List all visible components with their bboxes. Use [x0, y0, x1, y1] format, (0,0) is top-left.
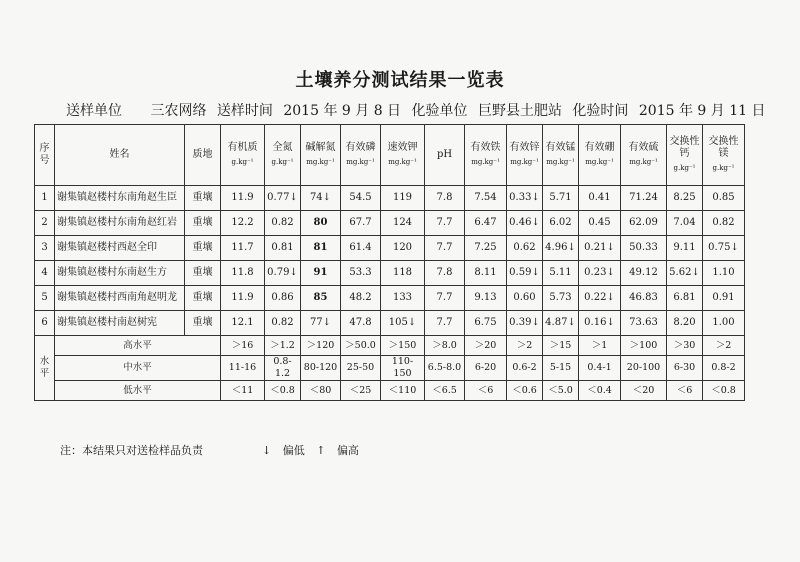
col-s-unit: mg.kg⁻¹ [629, 158, 658, 166]
cell-ph: 7.7 [425, 236, 465, 261]
levels-body [35, 336, 745, 401]
results-body [35, 186, 745, 336]
level-row [35, 336, 745, 356]
cell-s: 50.33 [621, 236, 667, 261]
level-tn: 0.8-1.2 [265, 356, 301, 381]
col-om-unit: g.kg⁻¹ [231, 158, 254, 166]
cell-seq: 3 [35, 236, 55, 261]
cell-an: 74↓ [301, 186, 341, 211]
col-mg [703, 125, 745, 186]
col-ap-label: 有效磷 [345, 142, 376, 153]
level-zn: 0.6-2 [507, 356, 543, 381]
table-row [35, 236, 745, 261]
cell-mg: 1.10 [703, 261, 745, 286]
level-an: ＜80 [301, 381, 341, 401]
cell-ak: 119 [381, 186, 425, 211]
col-an [301, 125, 341, 186]
col-mg-unit: g.kg⁻¹ [712, 164, 735, 172]
test-time-label: 化验时间 [572, 103, 629, 119]
col-s-label: 有效硫 [628, 142, 659, 153]
cell-zn: 0.46↓ [507, 211, 543, 236]
cell-an: 80 [301, 211, 341, 236]
col-tn-label: 全氮 [272, 142, 293, 153]
cell-ak: 118 [381, 261, 425, 286]
cell-zn: 0.39↓ [507, 311, 543, 336]
cell-ak: 105↓ [381, 311, 425, 336]
cell-tn: 0.82 [265, 211, 301, 236]
level-mn: ＜5.0 [543, 381, 579, 401]
col-an-label: 碱解氮 [305, 142, 336, 153]
level-mg: ＜0.8 [703, 381, 745, 401]
col-b-label: 有效硼 [584, 142, 615, 153]
level-name: 高水平 [55, 336, 221, 356]
cell-ap: 67.7 [341, 211, 381, 236]
col-ap-unit: mg.kg⁻¹ [346, 158, 375, 166]
level-mn: 5-15 [543, 356, 579, 381]
cell-texture: 重壤 [185, 211, 221, 236]
cell-name: 谢集镇赵楼村西赵全印 [55, 236, 185, 261]
cell-ph: 7.8 [425, 261, 465, 286]
cell-ca: 7.04 [667, 211, 703, 236]
arrow-down-icon: ↓ [262, 444, 272, 457]
cell-name: 谢集镇赵楼村东南赵生方 [55, 261, 185, 286]
col-tn [265, 125, 301, 186]
cell-b: 0.16↓ [579, 311, 621, 336]
arrow-legend [262, 442, 367, 458]
report-meta [66, 100, 786, 120]
level-name: 中水平 [55, 356, 221, 381]
cell-mg: 0.82 [703, 211, 745, 236]
cell-tn: 0.79↓ [265, 261, 301, 286]
report-title: 土壤养分测试结果一览表 [295, 70, 505, 91]
level-ca: 6-30 [667, 356, 703, 381]
test-time-value: 2015 年 9 月 11 日 [638, 103, 766, 119]
col-zn-label: 有效锌 [509, 142, 540, 153]
cell-ap: 61.4 [341, 236, 381, 261]
col-zn [507, 125, 543, 186]
cell-ph: 7.7 [425, 286, 465, 311]
cell-seq: 4 [35, 261, 55, 286]
cell-tn: 0.77↓ [265, 186, 301, 211]
col-mn [543, 125, 579, 186]
cell-an: 77↓ [301, 311, 341, 336]
cell-ca: 6.81 [667, 286, 703, 311]
level-ak: ＞150 [381, 336, 425, 356]
col-ak-unit: mg.kg⁻¹ [388, 158, 417, 166]
table-row [35, 286, 745, 311]
cell-name: 谢集镇赵楼村南赵树宪 [55, 311, 185, 336]
col-fe-label: 有效铁 [470, 142, 501, 153]
col-an-unit: mg.kg⁻¹ [306, 158, 335, 166]
level-ca: ＜6 [667, 381, 703, 401]
col-texture: 质地 [185, 125, 221, 186]
col-ak-label: 速效钾 [387, 142, 418, 153]
level-b: 0.4-1 [579, 356, 621, 381]
level-om: ＜11 [221, 381, 265, 401]
table-row [35, 311, 745, 336]
cell-ca: 8.20 [667, 311, 703, 336]
col-mn-label: 有效锰 [545, 142, 576, 153]
cell-zn: 0.33↓ [507, 186, 543, 211]
cell-mn: 4.87↓ [543, 311, 579, 336]
cell-s: 46.83 [621, 286, 667, 311]
cell-om: 12.2 [221, 211, 265, 236]
cell-mn: 6.02 [543, 211, 579, 236]
col-om [221, 125, 265, 186]
col-seq: 序号 [35, 125, 55, 186]
send-unit-label: 送样单位 [66, 103, 122, 119]
cell-seq: 5 [35, 286, 55, 311]
cell-ap: 54.5 [341, 186, 381, 211]
send-unit-value: 三农网络 [150, 103, 207, 119]
col-ca [667, 125, 703, 186]
table-row [35, 186, 745, 211]
cell-b: 0.21↓ [579, 236, 621, 261]
level-ph: ＜6.5 [425, 381, 465, 401]
col-tn-unit: g.kg⁻¹ [271, 158, 294, 166]
results-table [34, 124, 745, 401]
level-zn: ＞2 [507, 336, 543, 356]
level-mg: 0.8-2 [703, 356, 745, 381]
col-fe-unit: mg.kg⁻¹ [471, 158, 500, 166]
cell-name: 谢集镇赵楼村东南角赵红岩 [55, 211, 185, 236]
cell-ap: 47.8 [341, 311, 381, 336]
cell-om: 11.8 [221, 261, 265, 286]
cell-name: 谢集镇赵楼村西南角赵明龙 [55, 286, 185, 311]
legend-high: 偏高 [336, 444, 359, 457]
send-time-value: 2015 年 9 月 8 日 [283, 103, 402, 119]
cell-ca: 5.62↓ [667, 261, 703, 286]
level-s: ＜20 [621, 381, 667, 401]
cell-mn: 5.73 [543, 286, 579, 311]
level-om: 11-16 [221, 356, 265, 381]
cell-b: 0.41 [579, 186, 621, 211]
header-row [35, 125, 745, 186]
col-mg-label: 交换性镁 [708, 136, 739, 159]
cell-mg: 0.75↓ [703, 236, 745, 261]
cell-b: 0.22↓ [579, 286, 621, 311]
level-tn: ＜0.8 [265, 381, 301, 401]
col-om-label: 有机质 [227, 142, 258, 153]
send-time-label: 送样时间 [216, 103, 273, 119]
cell-tn: 0.81 [265, 236, 301, 261]
level-mn: ＞15 [543, 336, 579, 356]
cell-zn: 0.62 [507, 236, 543, 261]
level-ap: 25-50 [341, 356, 381, 381]
cell-ph: 7.7 [425, 311, 465, 336]
cell-ph: 7.7 [425, 211, 465, 236]
cell-ap: 48.2 [341, 286, 381, 311]
col-b-unit: mg.kg⁻¹ [585, 158, 614, 166]
cell-mn: 5.11 [543, 261, 579, 286]
col-ca-unit: g.kg⁻¹ [673, 164, 696, 172]
level-zn: ＜0.6 [507, 381, 543, 401]
test-unit-value: 巨野县土肥站 [477, 103, 562, 119]
col-s [621, 125, 667, 186]
cell-seq: 2 [35, 211, 55, 236]
test-unit-label: 化验单位 [411, 103, 468, 119]
disclaimer-note: 注：本结果只对送检样品负责 [60, 444, 203, 457]
cell-ap: 53.3 [341, 261, 381, 286]
cell-fe: 9.13 [465, 286, 507, 311]
col-ca-label: 交换性钙 [669, 136, 700, 159]
level-fe: ＜6 [465, 381, 507, 401]
cell-fe: 8.11 [465, 261, 507, 286]
cell-b: 0.45 [579, 211, 621, 236]
cell-om: 11.7 [221, 236, 265, 261]
cell-b: 0.23↓ [579, 261, 621, 286]
level-ph: 6.5-8.0 [425, 356, 465, 381]
col-b [579, 125, 621, 186]
cell-om: 11.9 [221, 286, 265, 311]
cell-s: 73.63 [621, 311, 667, 336]
cell-texture: 重壤 [185, 186, 221, 211]
cell-fe: 6.75 [465, 311, 507, 336]
level-row [35, 381, 745, 401]
cell-mn: 4.96↓ [543, 236, 579, 261]
cell-an: 81 [301, 236, 341, 261]
cell-mg: 0.85 [703, 186, 745, 211]
cell-texture: 重壤 [185, 286, 221, 311]
col-fe [465, 125, 507, 186]
cell-zn: 0.60 [507, 286, 543, 311]
cell-an: 85 [301, 286, 341, 311]
cell-fe: 7.25 [465, 236, 507, 261]
level-om: ＞16 [221, 336, 265, 356]
cell-texture: 重壤 [185, 311, 221, 336]
cell-tn: 0.86 [265, 286, 301, 311]
col-ap [341, 125, 381, 186]
level-fe: ＞20 [465, 336, 507, 356]
level-b: ＜0.4 [579, 381, 621, 401]
cell-fe: 7.54 [465, 186, 507, 211]
cell-ph: 7.8 [425, 186, 465, 211]
arrow-up-icon: ↑ [316, 444, 326, 457]
col-ak [381, 125, 425, 186]
level-ap: ＞50.0 [341, 336, 381, 356]
cell-zn: 0.59↓ [507, 261, 543, 286]
level-an: ＞120 [301, 336, 341, 356]
cell-s: 71.24 [621, 186, 667, 211]
level-name: 低水平 [55, 381, 221, 401]
cell-ak: 124 [381, 211, 425, 236]
level-row [35, 356, 745, 381]
col-mn-unit: mg.kg⁻¹ [546, 158, 575, 166]
cell-s: 49.12 [621, 261, 667, 286]
cell-texture: 重壤 [185, 236, 221, 261]
level-an: 80-120 [301, 356, 341, 381]
level-s: 20-100 [621, 356, 667, 381]
level-ph: ＞8.0 [425, 336, 465, 356]
cell-seq: 6 [35, 311, 55, 336]
cell-fe: 6.47 [465, 211, 507, 236]
table-row [35, 261, 745, 286]
legend-low: 偏低 [282, 444, 305, 457]
levels-label: 水平 [35, 336, 55, 401]
cell-om: 11.9 [221, 186, 265, 211]
cell-ak: 133 [381, 286, 425, 311]
table-row [35, 211, 745, 236]
cell-om: 12.1 [221, 311, 265, 336]
level-ak: 110-150 [381, 356, 425, 381]
level-ap: ＜25 [341, 381, 381, 401]
cell-mg: 0.91 [703, 286, 745, 311]
level-tn: ＞1.2 [265, 336, 301, 356]
cell-an: 91 [301, 261, 341, 286]
cell-mn: 5.71 [543, 186, 579, 211]
cell-name: 谢集镇赵楼村东南角赵生臣 [55, 186, 185, 211]
col-name: 姓名 [55, 125, 185, 186]
cell-texture: 重壤 [185, 261, 221, 286]
level-s: ＞100 [621, 336, 667, 356]
level-b: ＞1 [579, 336, 621, 356]
col-zn-unit: mg.kg⁻¹ [510, 158, 539, 166]
cell-tn: 0.82 [265, 311, 301, 336]
cell-seq: 1 [35, 186, 55, 211]
level-ak: ＜110 [381, 381, 425, 401]
cell-ak: 120 [381, 236, 425, 261]
cell-ca: 8.25 [667, 186, 703, 211]
cell-ca: 9.11 [667, 236, 703, 261]
cell-mg: 1.00 [703, 311, 745, 336]
col-ph: pH [425, 125, 465, 186]
cell-s: 62.09 [621, 211, 667, 236]
level-fe: 6-20 [465, 356, 507, 381]
level-ca: ＞30 [667, 336, 703, 356]
level-mg: ＞2 [703, 336, 745, 356]
